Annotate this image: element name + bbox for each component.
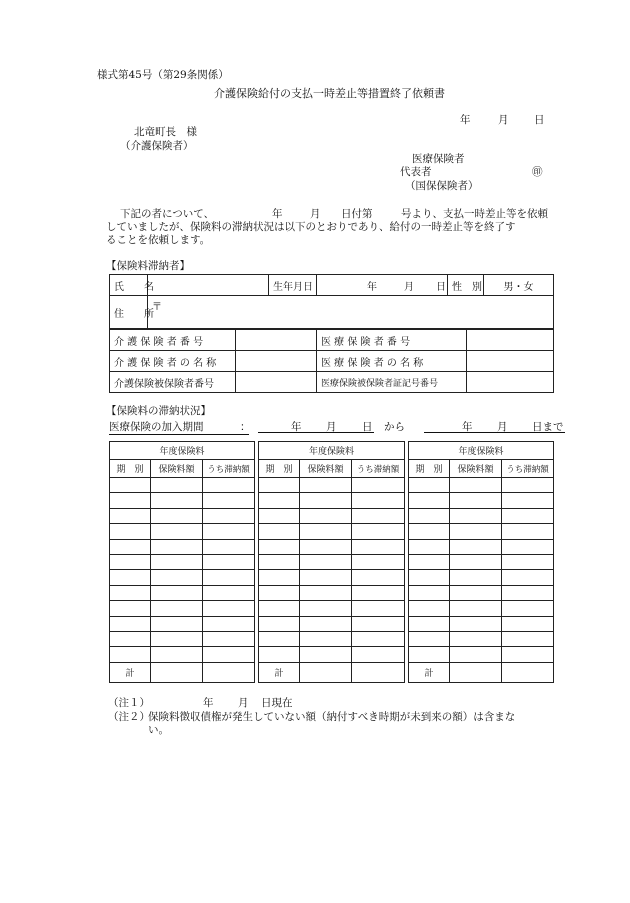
total-premium-3[interactable] [450, 662, 502, 682]
address-label: 住 所 [110, 296, 148, 329]
grid-cell[interactable] [409, 647, 450, 662]
note2-continuation: い。 [148, 724, 169, 736]
grid-cell[interactable] [259, 539, 300, 554]
table-row [110, 554, 554, 569]
grid-cell[interactable] [409, 631, 450, 646]
dob-field[interactable] [317, 275, 448, 296]
grid-cell[interactable] [409, 601, 450, 616]
grid-cell[interactable] [203, 554, 255, 569]
period-end[interactable] [424, 419, 565, 433]
section-heading-delinquent: 【保険料滞納者】 [106, 260, 190, 272]
grid-cell[interactable] [409, 508, 450, 523]
grid-cell[interactable] [352, 631, 405, 646]
grid-cell[interactable] [110, 631, 151, 646]
col-period-2: 期 別 [259, 460, 300, 478]
table-row [110, 524, 554, 539]
grid-cell[interactable] [300, 616, 352, 631]
sender-representative: 代表者 [400, 166, 432, 178]
total-premium-1[interactable] [151, 662, 203, 682]
kaigo-insurer-name-label: 介 護 保 険 者 の 名 称 [110, 351, 236, 372]
person-table [109, 274, 554, 329]
grid-cell[interactable] [409, 524, 450, 539]
grid-cell[interactable] [502, 524, 554, 539]
grid-cell[interactable] [450, 616, 502, 631]
grid-cell[interactable] [409, 493, 450, 508]
grid-cell[interactable] [409, 570, 450, 585]
date-day: 日 [534, 114, 545, 126]
table-row [110, 601, 554, 616]
col-premium-3: 保険料額 [450, 460, 502, 478]
postal-mark: 〒 [152, 302, 162, 313]
grid-cell[interactable] [110, 647, 151, 662]
note2-text: 保険料徴収債権が発生していない額（納付すべき時期が未到来の額）は含まな [148, 711, 516, 723]
grid-cell[interactable] [352, 508, 405, 523]
grid-cell[interactable] [110, 524, 151, 539]
grid-cell[interactable] [502, 570, 554, 585]
ids-table [109, 329, 554, 393]
note1-month: 月 [238, 697, 249, 709]
sender-insurer: 医療保険者 [412, 153, 465, 165]
total-label-3: 計 [409, 662, 450, 682]
grid-cell[interactable] [300, 585, 352, 600]
address-field[interactable] [148, 296, 554, 329]
date-year: 年 [460, 114, 471, 126]
note1-day: 日現在 [261, 697, 293, 709]
col-overdue-2: うち滞納額 [352, 460, 405, 478]
grid-cell[interactable] [450, 524, 502, 539]
body-year: 年 [272, 208, 283, 220]
grid-cell[interactable] [502, 631, 554, 646]
grid-cell[interactable] [450, 585, 502, 600]
grid-cell[interactable] [450, 601, 502, 616]
date-month: 月 [498, 114, 509, 126]
total-overdue-1[interactable] [203, 662, 255, 682]
table-row [110, 493, 554, 508]
year-header-3: 年度保険料 [409, 442, 554, 460]
body-line1-start: 下記の者について、 [120, 208, 215, 220]
grid-cell[interactable] [300, 478, 352, 493]
section-heading-status: 【保険料の滞納状況】 [106, 405, 211, 417]
form-number: 様式第45号（第29条関係） [97, 69, 229, 81]
grid-cell[interactable] [110, 493, 151, 508]
grid-cell[interactable] [502, 478, 554, 493]
period-start-month: 月 [326, 421, 337, 433]
grid-cell[interactable] [110, 554, 151, 569]
iryo-card-no-label: 医療保険被保険者証記号番号 [317, 372, 467, 393]
table-row [110, 647, 554, 662]
table-row [110, 508, 554, 523]
kaigo-insurer-name-field[interactable] [236, 351, 317, 372]
iryo-insurer-no-label: 医 療 保 険 者 番 号 [317, 330, 467, 351]
col-overdue-3: うち滞納額 [502, 460, 554, 478]
iryo-card-no-field[interactable] [467, 372, 554, 393]
grid-cell[interactable] [450, 647, 502, 662]
grid-cell[interactable] [110, 585, 151, 600]
grid-cell[interactable] [259, 554, 300, 569]
kaigo-insurer-no-label: 介 護 保 険 者 番 号 [110, 330, 236, 351]
grid-cell[interactable] [151, 570, 203, 585]
grid-cell[interactable] [259, 616, 300, 631]
sex-label: 性 別 [448, 275, 484, 296]
total-label-2: 計 [259, 662, 300, 682]
grid-cell[interactable] [151, 524, 203, 539]
kaigo-insured-no-field[interactable] [236, 372, 317, 393]
kaigo-insured-no-label: 介護保険被保険者番号 [110, 372, 236, 393]
period-start-year: 年 [291, 421, 302, 433]
note2-label: （注２） [108, 711, 150, 723]
grid-cell[interactable] [203, 631, 255, 646]
addressee-role: （介護保険者） [120, 140, 194, 152]
period-end-year: 年 [462, 421, 473, 433]
grid-cell[interactable] [300, 493, 352, 508]
grid-cell[interactable] [151, 508, 203, 523]
grid-cell[interactable] [203, 539, 255, 554]
grid-cell[interactable] [259, 601, 300, 616]
grid-cell[interactable] [352, 647, 405, 662]
total-premium-2[interactable] [300, 662, 352, 682]
body-day-no: 日付第 [341, 208, 373, 220]
grid-cell[interactable] [300, 601, 352, 616]
grid-cell[interactable] [352, 539, 405, 554]
note1-year: 年 [203, 697, 214, 709]
col-premium-1: 保険料額 [151, 460, 203, 478]
grid-cell[interactable] [502, 585, 554, 600]
year-header-2: 年度保険料 [259, 442, 405, 460]
body-line3: ることを依頼します。 [106, 234, 211, 246]
grid-cell[interactable] [203, 601, 255, 616]
iryo-insurer-name-label: 医 療 保 険 者 の 名 称 [317, 351, 467, 372]
grid-cell[interactable] [203, 478, 255, 493]
grid-cell[interactable] [352, 524, 405, 539]
grid-cell[interactable] [110, 570, 151, 585]
grid-cell[interactable] [151, 554, 203, 569]
note1-label: （注１） [108, 697, 150, 709]
grid-cell[interactable] [502, 539, 554, 554]
grid-cell[interactable] [151, 478, 203, 493]
dob-label: 生年月日 [269, 275, 317, 296]
period-label: 医療保険の加入期間 [109, 419, 249, 435]
grid-cell[interactable] [203, 647, 255, 662]
grid-cell[interactable] [300, 631, 352, 646]
grid-cell[interactable] [151, 616, 203, 631]
grid-cell[interactable] [352, 478, 405, 493]
body-line1-end: 号より、支払一時差止等を依頼 [401, 208, 548, 220]
grid-cell[interactable] [259, 524, 300, 539]
grid-cell[interactable] [203, 616, 255, 631]
sender-role: （国保保険者） [405, 180, 479, 192]
grid-cell[interactable] [151, 647, 203, 662]
grid-cell[interactable] [110, 539, 151, 554]
col-period-1: 期 別 [110, 460, 151, 478]
grid-cell[interactable] [409, 616, 450, 631]
grid-cell[interactable] [259, 631, 300, 646]
grid-cell[interactable] [300, 570, 352, 585]
grid-cell[interactable] [450, 508, 502, 523]
year-header-1: 年度保険料 [110, 442, 255, 460]
grid-cell[interactable] [259, 647, 300, 662]
grid-cell[interactable] [259, 570, 300, 585]
dob-month: 月 [404, 282, 414, 293]
addressee-name: 北竜町長 様 [134, 126, 197, 138]
period-start[interactable] [258, 419, 374, 433]
grid-cell[interactable] [502, 616, 554, 631]
grid-cell[interactable] [203, 493, 255, 508]
col-period-3: 期 別 [409, 460, 450, 478]
grid-cell[interactable] [300, 508, 352, 523]
grid-cell[interactable] [450, 493, 502, 508]
name-field[interactable] [148, 275, 269, 296]
table-row [110, 570, 554, 585]
period-from: から [384, 421, 405, 433]
grid-cell[interactable] [502, 508, 554, 523]
grid-cell[interactable] [502, 554, 554, 569]
grid-cell[interactable] [409, 478, 450, 493]
grid-cell[interactable] [151, 601, 203, 616]
col-premium-2: 保険料額 [300, 460, 352, 478]
dob-year: 年 [367, 282, 377, 293]
total-overdue-2[interactable] [352, 662, 405, 682]
grid-cell[interactable] [300, 524, 352, 539]
grid-cell[interactable] [259, 478, 300, 493]
grid-cell[interactable] [259, 585, 300, 600]
document-title: 介護保険給付の支払一時差止等措置終了依頼書 [214, 87, 445, 100]
seal-mark: ㊞ [532, 166, 543, 178]
sex-field[interactable]: 男・女 [484, 275, 554, 296]
period-start-day: 日 [362, 421, 373, 433]
period-end-month: 月 [497, 421, 508, 433]
grid-cell[interactable] [352, 601, 405, 616]
grid-cell[interactable] [203, 524, 255, 539]
grid-cell[interactable] [203, 570, 255, 585]
grid-cell[interactable] [259, 493, 300, 508]
grid-cell[interactable] [352, 616, 405, 631]
grid-cell[interactable] [110, 616, 151, 631]
grid-cell[interactable] [502, 647, 554, 662]
grid-cell[interactable] [450, 631, 502, 646]
table-row [110, 539, 554, 554]
dob-day: 日 [436, 282, 446, 293]
grid-cell[interactable] [409, 554, 450, 569]
grid-cell[interactable] [203, 585, 255, 600]
body-month: 月 [310, 208, 321, 220]
total-label-1: 計 [110, 662, 151, 682]
grid-cell[interactable] [151, 493, 203, 508]
grid-cell[interactable] [450, 539, 502, 554]
iryo-insurer-name-field[interactable] [467, 351, 554, 372]
grid-cell[interactable] [151, 539, 203, 554]
iryo-insurer-no-field[interactable] [467, 330, 554, 351]
grid-cell[interactable] [300, 554, 352, 569]
grid-cell[interactable] [409, 539, 450, 554]
table-row [110, 616, 554, 631]
grid-cell[interactable] [450, 478, 502, 493]
body-line2: していましたが、保険料の滞納状況は以下のとおりであり、給付の一時差止等を終了す [106, 221, 516, 233]
total-overdue-3[interactable] [502, 662, 554, 682]
grid-cell[interactable] [352, 493, 405, 508]
table-row [110, 478, 554, 493]
grid-cell[interactable] [110, 601, 151, 616]
grid-cell[interactable] [502, 601, 554, 616]
grid-cell[interactable] [300, 539, 352, 554]
grid-cell[interactable] [352, 554, 405, 569]
grid-cell[interactable] [409, 585, 450, 600]
grid-cell[interactable] [300, 647, 352, 662]
table-row [110, 631, 554, 646]
grid-cell[interactable] [259, 508, 300, 523]
kaigo-insurer-no-field[interactable] [236, 330, 317, 351]
grid-cell[interactable] [151, 631, 203, 646]
grid-cell[interactable] [151, 585, 203, 600]
grid-cell[interactable] [352, 570, 405, 585]
period-colon: ： [240, 421, 251, 433]
premium-grid [109, 441, 554, 683]
name-label: 氏 名 [110, 275, 148, 296]
table-row [110, 585, 554, 600]
grid-cell[interactable] [450, 570, 502, 585]
grid-cell[interactable] [450, 554, 502, 569]
col-overdue-1: うち滞納額 [203, 460, 255, 478]
period-end-day: 日まで [532, 421, 564, 433]
grid-cell[interactable] [203, 508, 255, 523]
grid-cell[interactable] [352, 585, 405, 600]
grid-cell[interactable] [502, 493, 554, 508]
grid-cell[interactable] [110, 508, 151, 523]
grid-cell[interactable] [110, 478, 151, 493]
